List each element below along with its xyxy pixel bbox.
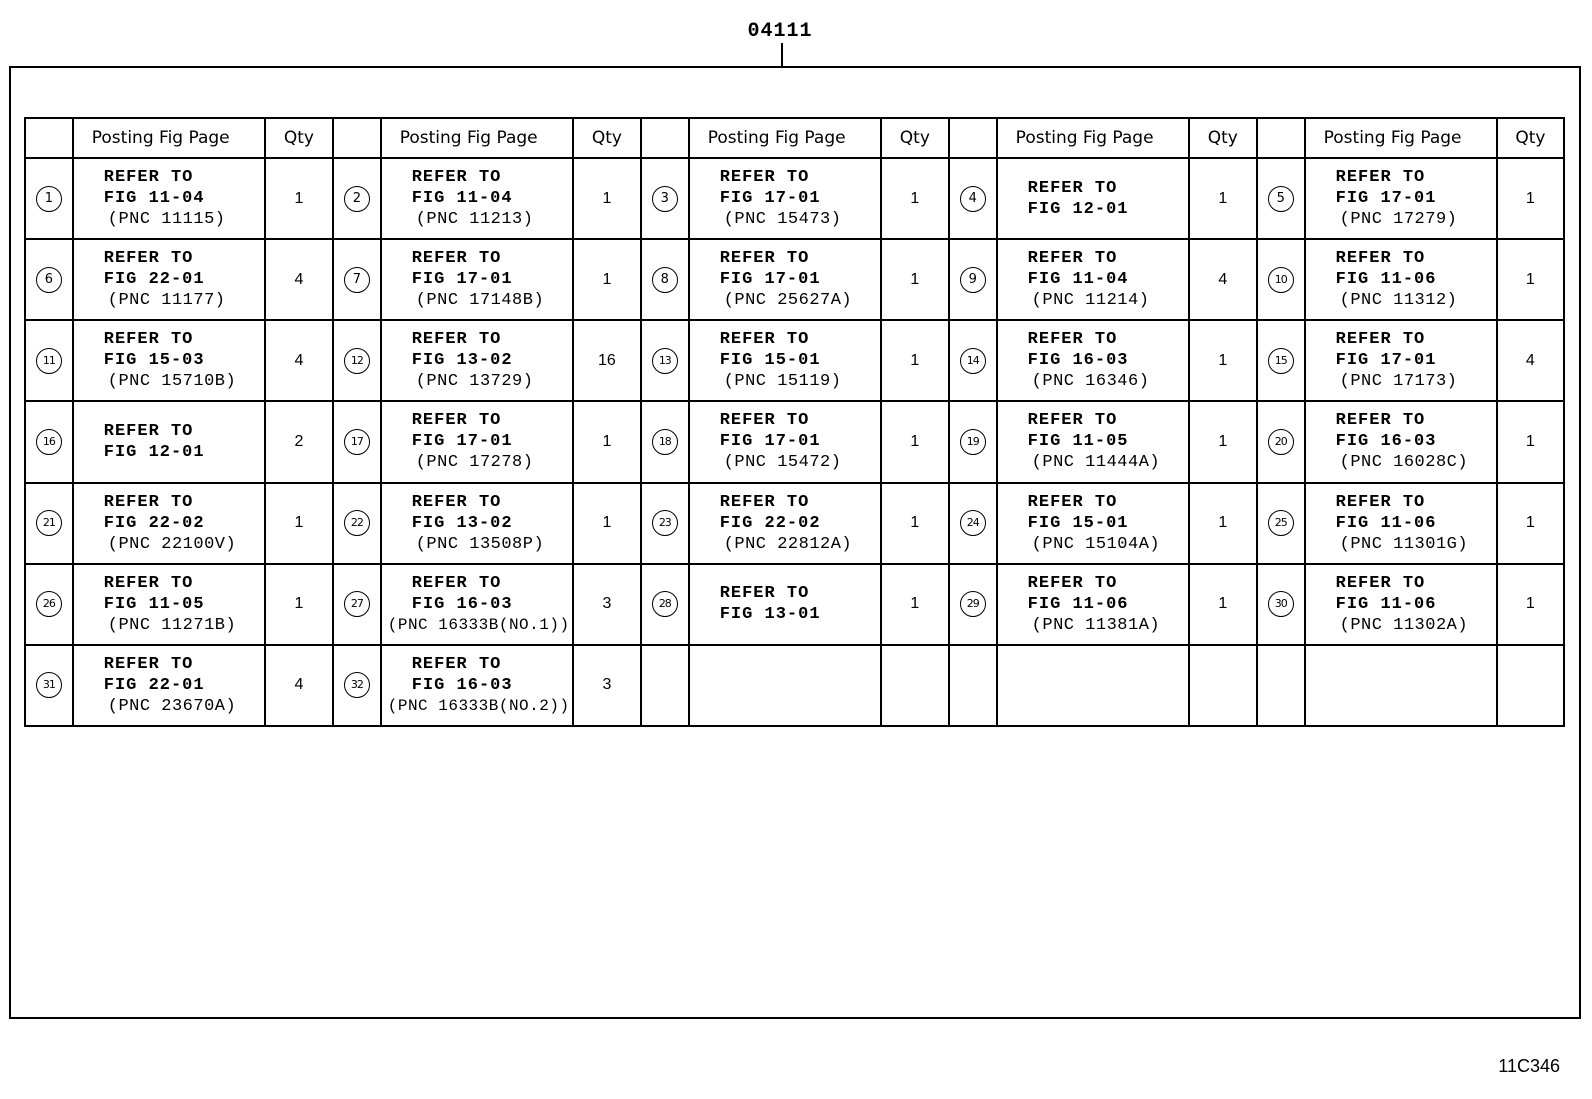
header-qty: Qty — [1189, 118, 1257, 158]
item-number-cell — [25, 239, 73, 320]
item-number-badge: 26 — [36, 591, 62, 617]
qty-cell — [265, 320, 333, 401]
pnc-code: (PNC 16333B(NO.1)) — [387, 615, 570, 634]
fig-reference: FIG 11-04 — [411, 189, 513, 209]
refer-to-text: REFER TO — [1027, 492, 1118, 512]
qty-cell — [1497, 239, 1564, 320]
qty-cell — [265, 401, 333, 482]
refer-to-text: REFER TO — [719, 492, 810, 512]
fig-reference: FIG 16-03 — [411, 675, 513, 695]
item-number-cell — [333, 158, 381, 239]
fig-reference: FIG 11-05 — [1027, 432, 1129, 452]
item-number-cell — [949, 564, 997, 645]
header-index-cell — [641, 118, 689, 158]
item-number-cell — [949, 645, 997, 726]
pnc-code: (PNC 22812A) — [723, 534, 853, 554]
posting-cell — [1305, 564, 1497, 645]
fig-reference: FIG 16-03 — [1335, 432, 1437, 452]
refer-to-text: REFER TO — [1335, 573, 1426, 593]
posting-cell — [381, 483, 573, 564]
qty-cell — [1497, 483, 1564, 564]
posting-cell — [381, 564, 573, 645]
header-qty: Qty — [1497, 118, 1564, 158]
item-number-badge: 2 — [344, 186, 370, 212]
item-number-cell — [25, 564, 73, 645]
header-index-cell — [949, 118, 997, 158]
header-qty: Qty — [573, 118, 641, 158]
qty-value: 4 — [1218, 270, 1228, 288]
refer-to-text: REFER TO — [1027, 249, 1118, 269]
posting-cell — [689, 483, 881, 564]
posting-cell — [689, 320, 881, 401]
qty-cell — [881, 320, 949, 401]
fig-reference: FIG 17-01 — [719, 432, 821, 452]
qty-value: 4 — [1525, 351, 1535, 369]
refer-to-text: REFER TO — [103, 249, 194, 269]
header-posting-fig-page: Posting Fig Page — [381, 118, 573, 158]
qty-value: 1 — [1218, 189, 1228, 207]
fig-reference: FIG 11-05 — [103, 594, 205, 614]
item-number-badge: 18 — [652, 429, 678, 455]
item-number-cell — [641, 320, 689, 401]
pnc-code: (PNC 16346) — [1031, 372, 1150, 392]
pnc-code: (PNC 15473) — [723, 210, 842, 230]
table-row — [25, 158, 1564, 239]
item-number-badge: 3 — [652, 186, 678, 212]
pnc-code: (PNC 17278) — [415, 453, 534, 473]
item-number-cell — [25, 401, 73, 482]
reference-table — [24, 117, 1565, 727]
item-number-cell — [1257, 645, 1305, 726]
qty-value: 1 — [1525, 432, 1535, 450]
qty-value: 1 — [294, 514, 304, 532]
posting-cell — [689, 158, 881, 239]
posting-cell — [73, 239, 265, 320]
posting-cell — [381, 645, 573, 726]
refer-to-text: REFER TO — [719, 330, 810, 350]
qty-value: 1 — [602, 270, 612, 288]
item-number-cell — [949, 239, 997, 320]
posting-cell — [997, 401, 1189, 482]
fig-reference: FIG 13-01 — [719, 605, 821, 625]
qty-cell — [881, 239, 949, 320]
qty-cell — [881, 158, 949, 239]
posting-cell — [689, 239, 881, 320]
refer-to-text: REFER TO — [719, 168, 810, 188]
qty-value: 1 — [1525, 514, 1535, 532]
item-number-cell — [949, 320, 997, 401]
posting-cell — [1305, 320, 1497, 401]
qty-cell — [573, 564, 641, 645]
qty-value: 1 — [1218, 432, 1228, 450]
qty-value: 1 — [910, 432, 920, 450]
qty-cell — [881, 564, 949, 645]
header-posting-fig-page: Posting Fig Page — [689, 118, 881, 158]
posting-cell — [689, 401, 881, 482]
posting-cell — [689, 645, 881, 726]
item-number-cell — [949, 401, 997, 482]
qty-value: 4 — [294, 351, 304, 369]
refer-to-text: REFER TO — [103, 421, 194, 441]
qty-value: 1 — [602, 189, 612, 207]
posting-cell — [73, 645, 265, 726]
qty-value: 1 — [1218, 351, 1228, 369]
refer-to-text: REFER TO — [1335, 492, 1426, 512]
refer-to-text: REFER TO — [1027, 573, 1118, 593]
header-index-cell — [25, 118, 73, 158]
table-row — [25, 239, 1564, 320]
posting-cell — [1305, 401, 1497, 482]
pnc-code: (PNC 22100V) — [107, 534, 237, 554]
header-index-cell — [1257, 118, 1305, 158]
fig-reference: FIG 11-06 — [1027, 594, 1129, 614]
pnc-code: (PNC 13508P) — [415, 534, 545, 554]
item-number-badge: 1 — [36, 186, 62, 212]
posting-cell — [997, 320, 1189, 401]
qty-cell — [573, 483, 641, 564]
item-number-cell — [333, 320, 381, 401]
qty-value: 1 — [1525, 189, 1535, 207]
qty-value: 4 — [294, 270, 304, 288]
qty-cell — [265, 483, 333, 564]
refer-to-text: REFER TO — [103, 573, 194, 593]
header-posting-fig-page: Posting Fig Page — [73, 118, 265, 158]
refer-to-text: REFER TO — [411, 249, 502, 269]
header-qty: Qty — [881, 118, 949, 158]
refer-to-text: REFER TO — [411, 168, 502, 188]
refer-to-text: REFER TO — [1027, 178, 1118, 198]
pnc-code: (PNC 13729) — [415, 372, 534, 392]
item-number-cell — [333, 645, 381, 726]
item-number-cell — [641, 483, 689, 564]
qty-cell — [1497, 645, 1564, 726]
item-number-cell — [333, 239, 381, 320]
item-number-cell — [25, 320, 73, 401]
pnc-code: (PNC 11381A) — [1031, 615, 1161, 635]
item-number-cell — [949, 483, 997, 564]
item-number-badge: 10 — [1268, 267, 1294, 293]
item-number-cell — [25, 158, 73, 239]
item-number-cell — [25, 645, 73, 726]
item-number-badge: 20 — [1268, 429, 1294, 455]
qty-value: 1 — [1218, 595, 1228, 613]
pnc-code: (PNC 17173) — [1339, 372, 1458, 392]
qty-cell — [1497, 158, 1564, 239]
header-row — [25, 118, 1564, 158]
item-number-badge: 31 — [36, 672, 62, 698]
refer-to-text: REFER TO — [719, 584, 810, 604]
qty-value: 1 — [910, 514, 920, 532]
qty-value: 1 — [910, 595, 920, 613]
pnc-code: (PNC 15710B) — [107, 372, 237, 392]
refer-to-text: REFER TO — [1335, 330, 1426, 350]
qty-cell — [265, 158, 333, 239]
fig-reference: FIG 16-03 — [1027, 351, 1129, 371]
refer-to-text: REFER TO — [103, 654, 194, 674]
pnc-code: (PNC 25627A) — [723, 291, 853, 311]
qty-value: 1 — [1218, 514, 1228, 532]
leader-line — [781, 43, 783, 67]
reference-table-body — [25, 118, 1564, 726]
fig-reference: FIG 13-02 — [411, 351, 513, 371]
fig-reference: FIG 12-01 — [1027, 199, 1129, 219]
item-number-badge: 15 — [1268, 348, 1294, 374]
qty-value: 1 — [910, 189, 920, 207]
refer-to-text: REFER TO — [411, 330, 502, 350]
fig-reference: FIG 17-01 — [1335, 189, 1437, 209]
item-number-cell — [641, 401, 689, 482]
item-number-cell — [1257, 483, 1305, 564]
posting-cell — [997, 239, 1189, 320]
item-number-badge: 28 — [652, 591, 678, 617]
qty-value: 16 — [597, 351, 616, 369]
qty-cell — [1497, 401, 1564, 482]
item-number-cell — [641, 564, 689, 645]
pnc-code: (PNC 15104A) — [1031, 534, 1161, 554]
qty-cell — [881, 483, 949, 564]
qty-value: 1 — [1525, 270, 1535, 288]
qty-value: 4 — [294, 676, 304, 694]
qty-cell — [1497, 564, 1564, 645]
item-number-cell — [333, 401, 381, 482]
posting-cell — [1305, 239, 1497, 320]
refer-to-text: REFER TO — [411, 654, 502, 674]
item-number-badge: 25 — [1268, 510, 1294, 536]
pnc-code: (PNC 11301G) — [1339, 534, 1469, 554]
posting-cell — [73, 483, 265, 564]
fig-reference: FIG 12-01 — [103, 442, 205, 462]
posting-cell — [1305, 483, 1497, 564]
header-index-cell — [333, 118, 381, 158]
refer-to-text: REFER TO — [103, 168, 194, 188]
refer-to-text: REFER TO — [1027, 411, 1118, 431]
qty-value: 1 — [294, 595, 304, 613]
refer-to-text: REFER TO — [411, 573, 502, 593]
qty-cell — [265, 645, 333, 726]
item-number-cell — [641, 645, 689, 726]
qty-cell — [573, 401, 641, 482]
illustration-code: 11C346 — [1498, 1056, 1560, 1076]
pnc-code: (PNC 16028C) — [1339, 453, 1469, 473]
item-number-cell — [1257, 239, 1305, 320]
qty-value: 1 — [602, 514, 612, 532]
qty-value: 2 — [294, 432, 304, 450]
item-number-badge: 12 — [344, 348, 370, 374]
item-number-badge: 21 — [36, 510, 62, 536]
fig-reference: FIG 22-01 — [103, 270, 205, 290]
fig-reference: FIG 17-01 — [411, 270, 513, 290]
item-number-cell — [1257, 158, 1305, 239]
item-number-badge: 19 — [960, 429, 986, 455]
fig-reference: FIG 15-01 — [1027, 513, 1129, 533]
item-number-cell — [949, 158, 997, 239]
item-number-badge: 24 — [960, 510, 986, 536]
posting-cell — [1305, 645, 1497, 726]
qty-value: 1 — [294, 189, 304, 207]
item-number-badge: 30 — [1268, 591, 1294, 617]
item-number-badge: 22 — [344, 510, 370, 536]
item-number-badge: 6 — [36, 267, 62, 293]
qty-cell — [573, 645, 641, 726]
refer-to-text: REFER TO — [103, 330, 194, 350]
posting-cell — [381, 158, 573, 239]
item-number-badge: 23 — [652, 510, 678, 536]
pnc-code: (PNC 11115) — [107, 210, 226, 230]
pnc-code: (PNC 15472) — [723, 453, 842, 473]
posting-cell — [73, 158, 265, 239]
fig-reference: FIG 11-06 — [1335, 513, 1437, 533]
refer-to-text: REFER TO — [411, 411, 502, 431]
posting-cell — [73, 320, 265, 401]
qty-value: 1 — [910, 351, 920, 369]
refer-to-text: REFER TO — [1335, 411, 1426, 431]
qty-value: 3 — [602, 676, 612, 694]
refer-to-text: REFER TO — [1335, 168, 1426, 188]
pnc-code: (PNC 11312) — [1339, 291, 1458, 311]
fig-reference: FIG 15-03 — [103, 351, 205, 371]
item-number-badge: 4 — [960, 186, 986, 212]
pnc-code: (PNC 11444A) — [1031, 453, 1161, 473]
header-qty: Qty — [265, 118, 333, 158]
fig-reference: FIG 11-04 — [1027, 270, 1129, 290]
posting-cell — [997, 483, 1189, 564]
pnc-code: (PNC 15119) — [723, 372, 842, 392]
posting-cell — [73, 401, 265, 482]
pnc-code: (PNC 11177) — [107, 291, 226, 311]
posting-cell — [381, 320, 573, 401]
table-row — [25, 645, 1564, 726]
item-number-cell — [333, 483, 381, 564]
fig-reference: FIG 11-06 — [1335, 270, 1437, 290]
fig-reference: FIG 22-02 — [103, 513, 205, 533]
qty-cell — [1189, 483, 1257, 564]
item-number-badge: 7 — [344, 267, 370, 293]
refer-to-text: REFER TO — [411, 492, 502, 512]
posting-cell — [381, 401, 573, 482]
refer-to-text: REFER TO — [103, 492, 194, 512]
item-number-badge: 29 — [960, 591, 986, 617]
refer-to-text: REFER TO — [719, 411, 810, 431]
posting-cell — [997, 564, 1189, 645]
pnc-code: (PNC 17148B) — [415, 291, 545, 311]
pnc-code: (PNC 11213) — [415, 210, 534, 230]
item-number-cell — [1257, 320, 1305, 401]
qty-value: 1 — [602, 432, 612, 450]
fig-reference: FIG 13-02 — [411, 513, 513, 533]
qty-cell — [1189, 320, 1257, 401]
refer-to-text: REFER TO — [1027, 330, 1118, 350]
header-posting-fig-page: Posting Fig Page — [997, 118, 1189, 158]
item-number-badge: 8 — [652, 267, 678, 293]
qty-cell — [1189, 564, 1257, 645]
qty-cell — [1189, 158, 1257, 239]
header-posting-fig-page: Posting Fig Page — [1305, 118, 1497, 158]
item-number-cell — [1257, 564, 1305, 645]
qty-cell — [573, 320, 641, 401]
qty-cell — [1189, 239, 1257, 320]
pnc-code: (PNC 11271B) — [107, 615, 237, 635]
posting-cell — [381, 239, 573, 320]
fig-reference: FIG 17-01 — [719, 189, 821, 209]
refer-to-text: REFER TO — [1335, 249, 1426, 269]
table-row — [25, 401, 1564, 482]
item-number-badge: 14 — [960, 348, 986, 374]
part-number-label: 04111 — [747, 20, 813, 43]
posting-cell — [73, 564, 265, 645]
table-row — [25, 564, 1564, 645]
pnc-code: (PNC 17279) — [1339, 210, 1458, 230]
posting-cell — [997, 158, 1189, 239]
item-number-badge: 9 — [960, 267, 986, 293]
item-number-badge: 13 — [652, 348, 678, 374]
fig-reference: FIG 17-01 — [719, 270, 821, 290]
qty-value: 1 — [1525, 595, 1535, 613]
item-number-badge: 27 — [344, 591, 370, 617]
item-number-cell — [1257, 401, 1305, 482]
fig-reference: FIG 22-01 — [103, 675, 205, 695]
qty-cell — [265, 239, 333, 320]
fig-reference: FIG 11-06 — [1335, 594, 1437, 614]
qty-cell — [1497, 320, 1564, 401]
item-number-badge: 16 — [36, 429, 62, 455]
posting-cell — [689, 564, 881, 645]
qty-cell — [1189, 645, 1257, 726]
qty-value: 1 — [910, 270, 920, 288]
pnc-code: (PNC 11214) — [1031, 291, 1150, 311]
fig-reference: FIG 17-01 — [1335, 351, 1437, 371]
item-number-badge: 5 — [1268, 186, 1294, 212]
qty-cell — [265, 564, 333, 645]
item-number-cell — [333, 564, 381, 645]
fig-reference: FIG 15-01 — [719, 351, 821, 371]
fig-reference: FIG 17-01 — [411, 432, 513, 452]
pnc-code: (PNC 23670A) — [107, 696, 237, 716]
qty-cell — [881, 645, 949, 726]
posting-cell — [997, 645, 1189, 726]
item-number-badge: 17 — [344, 429, 370, 455]
table-row — [25, 320, 1564, 401]
item-number-badge: 11 — [36, 348, 62, 374]
qty-cell — [881, 401, 949, 482]
fig-reference: FIG 16-03 — [411, 594, 513, 614]
fig-reference: FIG 22-02 — [719, 513, 821, 533]
qty-value: 3 — [602, 595, 612, 613]
qty-cell — [573, 158, 641, 239]
refer-to-text: REFER TO — [719, 249, 810, 269]
pnc-code: (PNC 11302A) — [1339, 615, 1469, 635]
fig-reference: FIG 11-04 — [103, 189, 205, 209]
table-row — [25, 483, 1564, 564]
pnc-code: (PNC 16333B(NO.2)) — [387, 696, 570, 715]
item-number-cell — [641, 239, 689, 320]
qty-cell — [1189, 401, 1257, 482]
qty-cell — [573, 239, 641, 320]
posting-cell — [1305, 158, 1497, 239]
item-number-cell — [641, 158, 689, 239]
item-number-cell — [25, 483, 73, 564]
item-number-badge: 32 — [344, 672, 370, 698]
